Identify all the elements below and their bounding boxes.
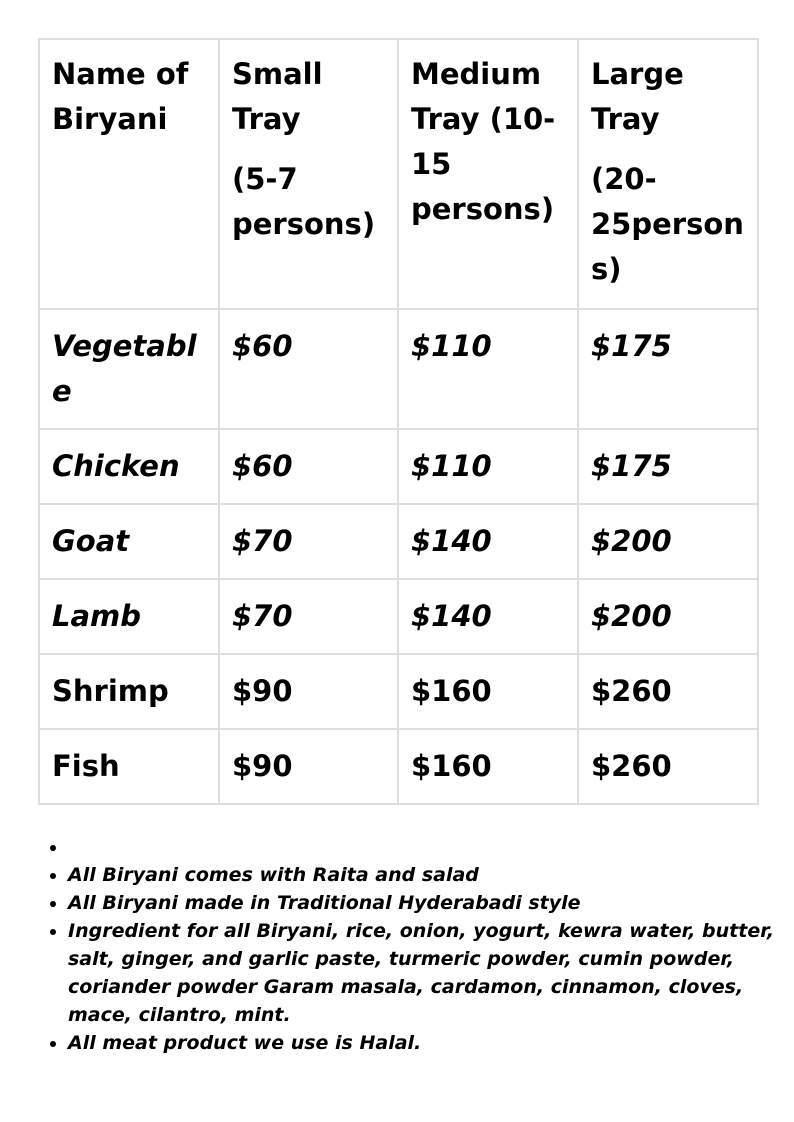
large-price-cell: $175	[578, 429, 758, 504]
notes-list	[30, 833, 794, 1057]
list-item: • Ingredient for all Biryani, rice, onion, yogurt, kewra water, butter, salt, ginger, and garlic paste, turmeric powder, cumin powder, coriander powder Garam masala, cardamon, cinnamon, cloves, mace, cilantro, mint.	[68, 917, 794, 1029]
small-price-cell: $90	[219, 654, 398, 729]
medium-price-cell: $140	[398, 504, 578, 579]
list-item	[68, 833, 794, 861]
medium-price-cell: $160	[398, 654, 578, 729]
table-header-row	[39, 39, 758, 309]
biryani-name-cell: Fish	[39, 729, 219, 804]
table-row	[39, 504, 758, 579]
header-small-tray-persons: (5-7 persons)	[232, 162, 376, 241]
header-medium-tray: Medium Tray (10- 15 persons)	[398, 39, 578, 309]
small-price-cell: $90	[219, 729, 398, 804]
large-price-cell: $175	[578, 309, 758, 429]
large-price-cell: $200	[578, 579, 758, 654]
header-large-tray-persons: (20- 25person s)	[591, 162, 744, 286]
header-small-tray: Small Tray (5-7 persons)	[219, 39, 398, 309]
large-price-cell: $260	[578, 654, 758, 729]
medium-price-cell: $110	[398, 429, 578, 504]
biryani-name-cell: Lamb	[39, 579, 219, 654]
header-name-of-biryani: Name of Biryani	[39, 39, 219, 309]
biryani-name-cell: Goat	[39, 504, 219, 579]
large-price-cell: $260	[578, 729, 758, 804]
table-row	[39, 429, 758, 504]
header-large-tray: Large Tray (20- 25person s)	[578, 39, 758, 309]
small-price-cell: $60	[219, 429, 398, 504]
table-row	[39, 654, 758, 729]
small-price-cell: $60	[219, 309, 398, 429]
list-item: • All Biryani made in Traditional Hyderabadi style	[68, 889, 794, 917]
medium-price-cell: $110	[398, 309, 578, 429]
small-price-cell: $70	[219, 579, 398, 654]
biryani-name-cell: Chicken	[39, 429, 219, 504]
list-item: • All meat product we use is Halal.	[68, 1029, 794, 1057]
biryani-name-cell: Shrimp	[39, 654, 219, 729]
table-row	[39, 579, 758, 654]
table-row	[39, 729, 758, 804]
table-row	[39, 309, 758, 429]
biryani-price-table	[38, 38, 759, 805]
small-price-cell: $70	[219, 504, 398, 579]
biryani-name-cell: Vegetable	[39, 309, 219, 429]
list-item: • All Biryani comes with Raita and salad	[68, 861, 794, 889]
medium-price-cell: $140	[398, 579, 578, 654]
large-price-cell: $200	[578, 504, 758, 579]
medium-price-cell: $160	[398, 729, 578, 804]
